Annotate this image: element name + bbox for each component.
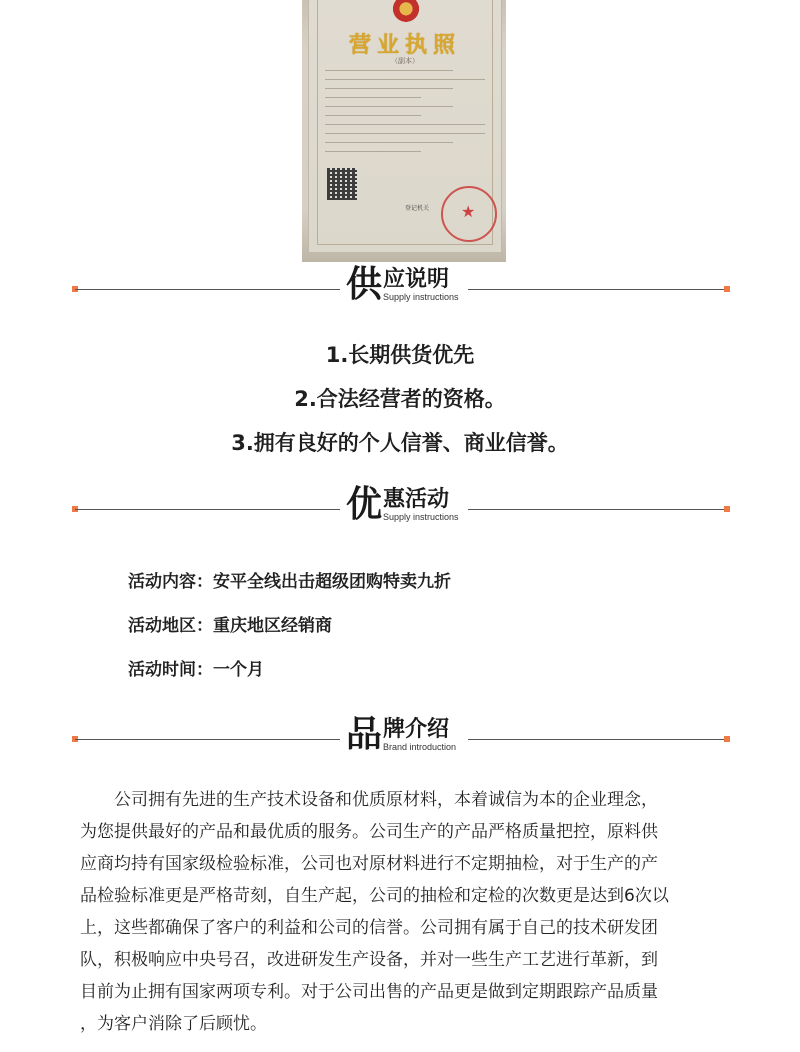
paragraph-line: 为您提供最好的产品和最优质的服务。公司生产的产品严格质量把控，原料供 [80,822,658,842]
promo-content: 活动内容：安平全线出击超级团购特卖九折 [128,572,451,592]
license-text-lines [325,70,485,160]
promo-region: 活动地区：重庆地区经销商 [128,616,332,636]
divider-line [468,739,725,740]
supply-item: 1.长期供货优先 [325,343,475,367]
supply-item: 2.合法经营者的资格。 [294,387,506,411]
seal-star-icon: ★ [461,202,476,221]
divider-line [468,289,725,290]
section-header-supply [0,264,800,314]
supply-item: 3.拥有良好的个人信誉、商业信誉。 [231,431,569,455]
paragraph-line: 队，积极响应中央号召，改进研发生产设备，并对一些生产工艺进行革新，到 [80,950,658,970]
paragraph-line: 公司拥有先进的生产技术设备和优质原材料，本着诚信为本的企业理念， [80,790,658,810]
promo-duration: 活动时间：一个月 [128,660,264,680]
national-emblem-icon [393,0,419,22]
section-subtitle-en: Supply instructions [383,292,459,302]
license-paper [308,0,502,252]
paragraph-line: 应商均持有国家级检验标准，公司也对原材料进行不定期抽检，对于生产的产 [80,854,658,874]
section-title-rest: 牌介绍 [383,717,450,742]
paragraph-line: ，为客户消除了后顾忧。 [80,1014,267,1034]
paragraph-line: 目前为止拥有国家两项专利。对于公司出售的产品更是做到定期跟踪产品质量 [80,982,658,1002]
section-header-brand [0,714,800,764]
divider-line [75,289,340,290]
orange-dot-icon [724,506,730,512]
section-subtitle-en: Brand introduction [383,742,457,752]
orange-dot-icon [724,736,730,742]
qr-code-icon [327,168,357,200]
section-header-promo [0,484,800,534]
section-title-big-char: 供 [346,264,383,305]
license-seal-label: 登记机关 [405,205,430,212]
divider-line [468,509,725,510]
section-title-big-char: 优 [346,484,383,525]
business-license-image [302,0,506,262]
section-title-rest: 惠活动 [383,487,450,512]
section-title-rest: 应说明 [383,267,450,292]
brand-introduction-paragraph [80,784,730,1040]
license-title: 营业执照 [348,32,461,58]
divider-line [75,509,340,510]
divider-line [75,739,340,740]
orange-dot-icon [724,286,730,292]
promo-list [128,568,451,700]
section-title-big-char: 品 [346,714,383,755]
supply-list [0,336,800,468]
paragraph-line: 品检验标准更是严格苛刻，自生产起，公司的抽检和定检的次数更是达到6次以 [80,886,669,906]
license-subtitle: （副本） [391,57,419,65]
paragraph-line: 上，这些都确保了客户的利益和公司的信誉。公司拥有属于自己的技术研发团 [80,918,658,938]
section-subtitle-en: Supply instructions [383,512,459,522]
